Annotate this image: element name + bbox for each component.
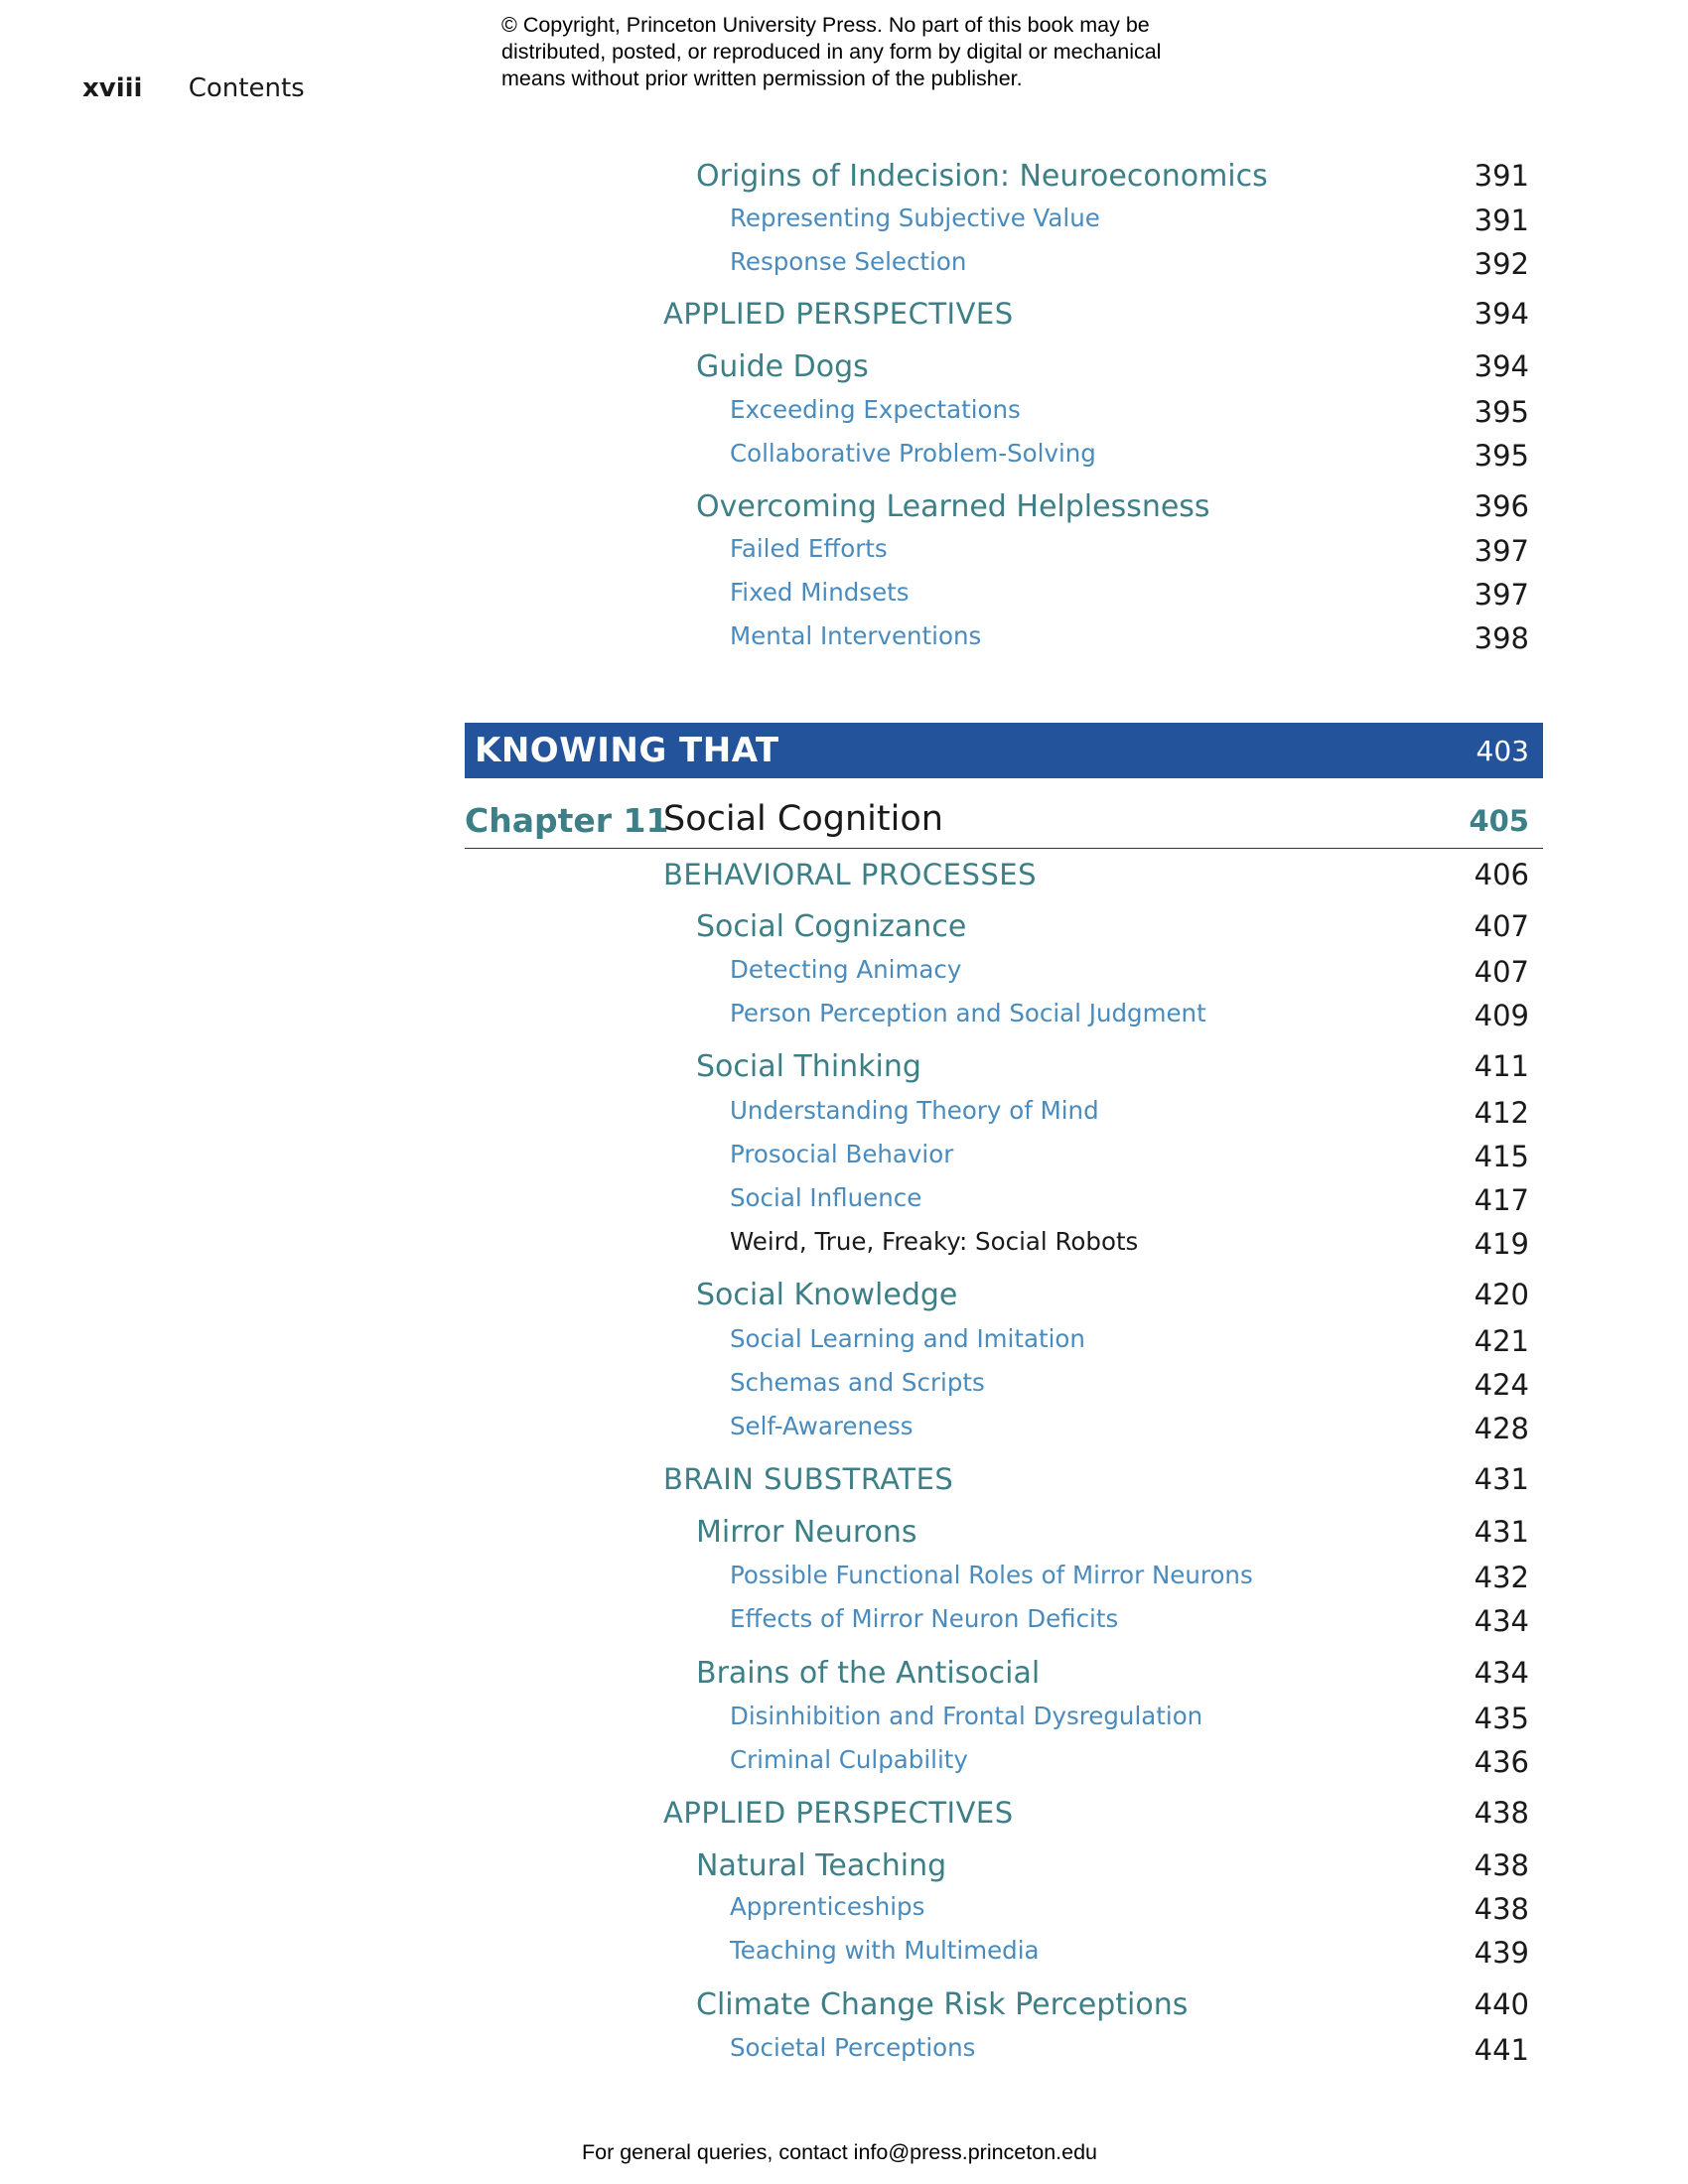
toc-entry-level-3 [0,1702,1529,1745]
toc-entry-level-3 [0,1892,1529,1936]
toc-entry-title: Mental Interventions [730,621,982,650]
toc-entry-page-number: 392 [1474,247,1529,281]
toc-entry-title: Social Thinking [696,1049,921,1084]
toc-entry-title: Representing Subjective Value [730,204,1100,232]
toc-entry-page-number: 434 [1474,1656,1529,1690]
toc-entry-level-3 [0,578,1529,621]
toc-entry-title: Guide Dogs [696,349,869,384]
toc-entry-level-3 [0,1561,1529,1604]
part-page-number: 403 [1476,735,1529,767]
toc-entry-level-3 [0,1227,1529,1271]
toc-entry-page-number: 420 [1474,1278,1529,1311]
toc-entry-page-number: 409 [1474,999,1529,1032]
toc-entry-title: Social Influence [730,1183,922,1212]
toc-entry-page-number: 441 [1474,2033,1529,2067]
toc-entry-title: Possible Functional Roles of Mirror Neurons [730,1561,1253,1589]
toc-entry-title: Weird, True, Freaky: Social Robots [730,1227,1139,1256]
toc-entry-level-2 [0,1515,1529,1559]
toc-entry-page-number: 421 [1474,1324,1529,1358]
toc-entry-title: Self-Awareness [730,1412,914,1440]
running-head-section: Contents [188,73,305,103]
toc-entry-title: Schemas and Scripts [730,1368,985,1397]
toc-entry-level-2 [0,1656,1529,1700]
toc-entry-level-3 [0,395,1529,439]
toc-entry-page-number: 440 [1474,1987,1529,2021]
toc-entry-level-3 [0,1412,1529,1455]
part-title: KNOWING THAT [475,731,779,770]
toc-entry-level-3 [0,955,1529,999]
toc-entry-title: APPLIED PERSPECTIVES [663,1796,1014,1830]
copyright-notice: © Copyright, Princeton University Press. No part of this book may be distributed, posted, or reproduced in any form by digital or mechanical means without prior written permission of the publisher. [501,13,1162,90]
toc-entry-title: Understanding Theory of Mind [730,1096,1099,1125]
toc-entry-level-3 [0,621,1529,665]
toc-entry-page-number: 391 [1474,204,1529,237]
toc-entry-level-3 [0,999,1529,1042]
toc-entry-title: BRAIN SUBSTRATES [663,1462,954,1496]
toc-entry-title: Teaching with Multimedia [730,1936,1040,1965]
toc-entry-page-number: 431 [1474,1462,1529,1496]
toc-entry-title: Response Selection [730,247,967,276]
toc-entry-page-number: 438 [1474,1796,1529,1830]
toc-entry-level-3 [0,247,1529,291]
toc-entry-title: BEHAVIORAL PROCESSES [663,858,1037,891]
toc-entry-page-number: 397 [1474,534,1529,568]
toc-entry-page-number: 406 [1474,858,1529,891]
toc-entry-level-3 [0,1324,1529,1368]
toc-entry-level-3 [0,1745,1529,1789]
toc-entry-title: Fixed Mindsets [730,578,910,607]
toc-entry-level-3 [0,439,1529,482]
toc-entry-title: Societal Perceptions [730,2033,976,2062]
toc-entry-level-3 [0,204,1529,247]
chapter-page-number: 405 [1469,804,1529,838]
toc-entry-page-number: 415 [1474,1140,1529,1173]
toc-entry-title: Apprenticeships [730,1892,925,1921]
toc-entry-level-1 [0,1462,1529,1506]
toc-entry-level-2 [0,1987,1529,2031]
toc-entry-page-number: 407 [1474,955,1529,989]
toc-entry-title: Effects of Mirror Neuron Deficits [730,1604,1119,1633]
chapter-title: Social Cognition [663,799,943,839]
toc-entry-level-1 [0,297,1529,341]
toc-entry-page-number: 396 [1474,489,1529,523]
toc-entry-level-2 [0,349,1529,393]
toc-entry-title: APPLIED PERSPECTIVES [663,297,1014,331]
toc-entry-level-1 [0,858,1529,901]
toc-entry-level-2 [0,909,1529,953]
toc-entry-page-number: 398 [1474,621,1529,655]
toc-entry-title: Social Learning and Imitation [730,1324,1085,1353]
chapter-heading [465,794,1543,849]
toc-entry-title: Prosocial Behavior [730,1140,954,1168]
toc-entry-page-number: 432 [1474,1561,1529,1594]
toc-entry-title: Natural Teaching [696,1848,947,1883]
toc-entry-title: Person Perception and Social Judgment [730,999,1206,1027]
toc-entry-level-2 [0,489,1529,533]
toc-entry-title: Social Knowledge [696,1278,958,1312]
toc-entry-level-3 [0,1096,1529,1140]
toc-entry-level-3 [0,1368,1529,1412]
toc-entry-title: Criminal Culpability [730,1745,968,1774]
toc-entry-page-number: 395 [1474,439,1529,473]
toc-entry-page-number: 397 [1474,578,1529,612]
toc-entry-page-number: 407 [1474,909,1529,943]
toc-entry-page-number: 435 [1474,1702,1529,1735]
toc-entry-level-3 [0,1183,1529,1227]
toc-entry-title: Mirror Neurons [696,1515,917,1550]
toc-entry-title: Climate Change Risk Perceptions [696,1987,1189,2022]
toc-entry-title: Collaborative Problem-Solving [730,439,1096,468]
toc-entry-page-number: 419 [1474,1227,1529,1261]
toc-entry-title: Exceeding Expectations [730,395,1021,424]
toc-entry-level-1 [0,1796,1529,1840]
toc-entry-level-3 [0,2033,1529,2077]
toc-entry-page-number: 438 [1474,1892,1529,1926]
toc-entry-title: Brains of the Antisocial [696,1656,1041,1691]
toc-entry-page-number: 439 [1474,1936,1529,1970]
page-folio: xviii [82,73,143,103]
toc-entry-title: Failed Efforts [730,534,888,563]
toc-entry-page-number: 395 [1474,395,1529,429]
toc-entry-level-3 [0,1936,1529,1979]
toc-entry-page-number: 438 [1474,1848,1529,1882]
toc-entry-level-2 [0,1278,1529,1321]
toc-entry-level-2 [0,159,1529,203]
toc-entry-page-number: 436 [1474,1745,1529,1779]
part-heading [465,723,1543,778]
toc-entry-page-number: 391 [1474,159,1529,193]
toc-entry-page-number: 424 [1474,1368,1529,1402]
toc-entry-level-3 [0,1604,1529,1648]
toc-entry-title: Detecting Animacy [730,955,962,984]
toc-entry-title: Overcoming Learned Helplessness [696,489,1210,524]
toc-entry-page-number: 412 [1474,1096,1529,1130]
toc-entry-page-number: 394 [1474,349,1529,383]
toc-entry-level-2 [0,1049,1529,1093]
toc-entry-title: Disinhibition and Frontal Dysregulation [730,1702,1203,1730]
toc-entry-level-3 [0,534,1529,578]
chapter-number: Chapter 11 [465,801,669,840]
toc-entry-title: Social Cognizance [696,909,967,944]
toc-entry-page-number: 428 [1474,1412,1529,1445]
toc-entry-level-3 [0,1140,1529,1183]
toc-entry-page-number: 417 [1474,1183,1529,1217]
toc-entry-page-number: 434 [1474,1604,1529,1638]
toc-entry-page-number: 431 [1474,1515,1529,1549]
toc-entry-page-number: 394 [1474,297,1529,331]
footer-contact: For general queries, contact info@press.princeton.edu [582,2140,1098,2164]
toc-entry-level-2 [0,1848,1529,1892]
toc-entry-title: Origins of Indecision: Neuroeconomics [696,159,1268,194]
toc-entry-page-number: 411 [1474,1049,1529,1083]
